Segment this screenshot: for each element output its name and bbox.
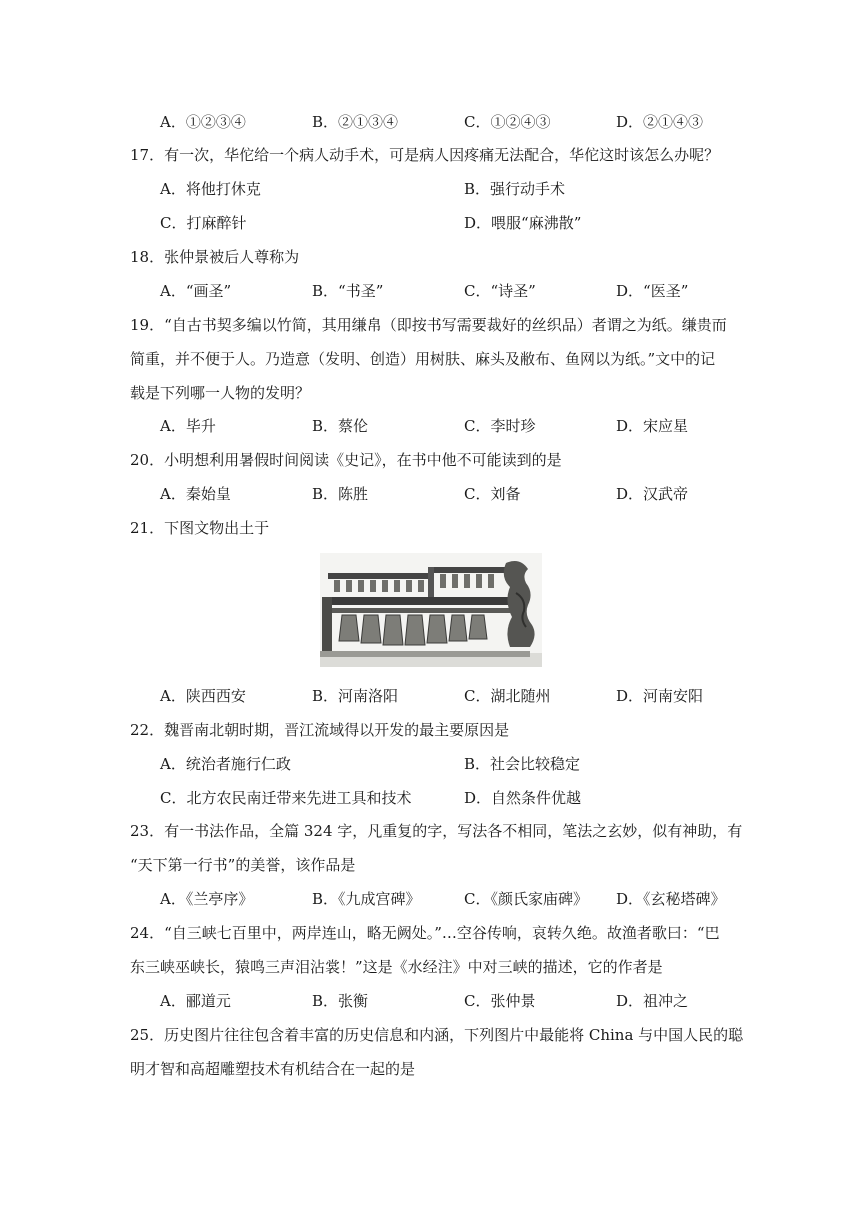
q22-option-c[interactable]: C．北方农民南迁带来先进工具和技术 <box>160 789 412 807</box>
q21-option-d[interactable]: D．河南安阳 <box>616 687 704 705</box>
q16-option-d[interactable]: D．②①④③ <box>616 113 704 131</box>
q18-option-a[interactable]: A．“画圣” <box>160 282 232 300</box>
q19-option-b[interactable]: B．蔡伦 <box>312 417 369 435</box>
bronze-chime-bells-image <box>320 553 542 667</box>
q24-stem-line-1: 24．“自三峡七百里中，两岸连山，略无阙处。”…空谷传响，哀转久绝。故渔者歌曰：“巴 <box>130 924 720 942</box>
q22-option-d[interactable]: D．自然条件优越 <box>464 789 582 807</box>
q19-stem-line-1: 19．“自古书契多编以竹简，其用缣帛（即按书写需要裁好的丝织品）者谓之为纸。缣贵而 <box>130 316 727 334</box>
q25-stem-line-2: 明才智和高超雕塑技术有机结合在一起的是 <box>130 1060 416 1078</box>
q20-option-d[interactable]: D．汉武帝 <box>616 485 689 503</box>
q17-option-b[interactable]: B．强行动手术 <box>464 180 566 198</box>
q19-stem-line-2: 简重，并不便于人。乃造意（发明、创造）用树肤、麻头及敝布、鱼网以为纸。”文中的记 <box>130 350 716 368</box>
q21-option-b[interactable]: B．河南洛阳 <box>312 687 399 705</box>
q24-option-d[interactable]: D．祖冲之 <box>616 992 689 1010</box>
q23-option-c[interactable]: C．《颜氏家庙碑》 <box>464 890 588 908</box>
q23-option-d[interactable]: D．《玄秘塔碑》 <box>616 890 726 908</box>
q17-option-c[interactable]: C．打麻醉针 <box>160 214 247 232</box>
q18-option-b[interactable]: B．“书圣” <box>312 282 384 300</box>
q24-option-b[interactable]: B．张衡 <box>312 992 369 1010</box>
q20-option-b[interactable]: B．陈胜 <box>312 485 369 503</box>
q17-option-d[interactable]: D．喂服“麻沸散” <box>464 214 582 232</box>
q19-option-d[interactable]: D．宋应星 <box>616 417 689 435</box>
q20-stem: 20．小明想利用暑假时间阅读《史记》，在书中他不可能读到的是 <box>130 451 562 469</box>
q24-option-a[interactable]: A．郦道元 <box>160 992 231 1010</box>
q16-option-a[interactable]: A．①②③④ <box>160 113 246 131</box>
q23-option-a[interactable]: A．《兰亭序》 <box>160 890 254 908</box>
q18-option-c[interactable]: C．“诗圣” <box>464 282 536 300</box>
q18-stem: 18．张仲景被后人尊称为 <box>130 248 300 266</box>
q19-stem-line-3: 载是下列哪一人物的发明？ <box>130 384 311 402</box>
q21-option-c[interactable]: C．湖北随州 <box>464 687 551 705</box>
q23-stem-line-1: 23．有一书法作品，全篇 324 字，凡重复的字，写法各不相同，笔法之玄妙，似有神助，有 <box>130 822 743 840</box>
q22-stem: 22．魏晋南北朝时期，晋江流域得以开发的最主要原因是 <box>130 721 510 739</box>
q22-option-b[interactable]: B．社会比较稳定 <box>464 755 581 773</box>
q21-option-a[interactable]: A．陕西西安 <box>160 687 246 705</box>
q24-option-c[interactable]: C．张仲景 <box>464 992 536 1010</box>
q22-option-a[interactable]: A．统治者施行仁政 <box>160 755 291 773</box>
q25-stem-line-1: 25．历史图片往往包含着丰富的历史信息和内涵，下列图片中最能将 China 与中国人民的聪 <box>130 1026 744 1044</box>
q18-option-d[interactable]: D．“医圣” <box>616 282 689 300</box>
q19-option-c[interactable]: C．李时珍 <box>464 417 536 435</box>
q21-stem: 21．下图文物出土于 <box>130 519 270 537</box>
q16-option-b[interactable]: B．②①③④ <box>312 113 399 131</box>
q20-option-a[interactable]: A．秦始皇 <box>160 485 231 503</box>
q23-stem-line-2: “天下第一行书”的美誉，该作品是 <box>130 856 356 874</box>
q23-option-b[interactable]: B．《九成宫碑》 <box>312 890 421 908</box>
q19-option-a[interactable]: A．毕升 <box>160 417 216 435</box>
q16-option-c[interactable]: C．①②④③ <box>464 113 551 131</box>
q20-option-c[interactable]: C．刘备 <box>464 485 521 503</box>
q24-stem-line-2: 东三峡巫峡长，猿鸣三声泪沾裳！”这是《水经注》中对三峡的描述，它的作者是 <box>130 958 663 976</box>
q17-option-a[interactable]: A．将他打休克 <box>160 180 261 198</box>
q17-stem: 17．有一次，华佗给一个病人动手术，可是病人因疼痛无法配合，华佗这时该怎么办呢？ <box>130 146 720 164</box>
